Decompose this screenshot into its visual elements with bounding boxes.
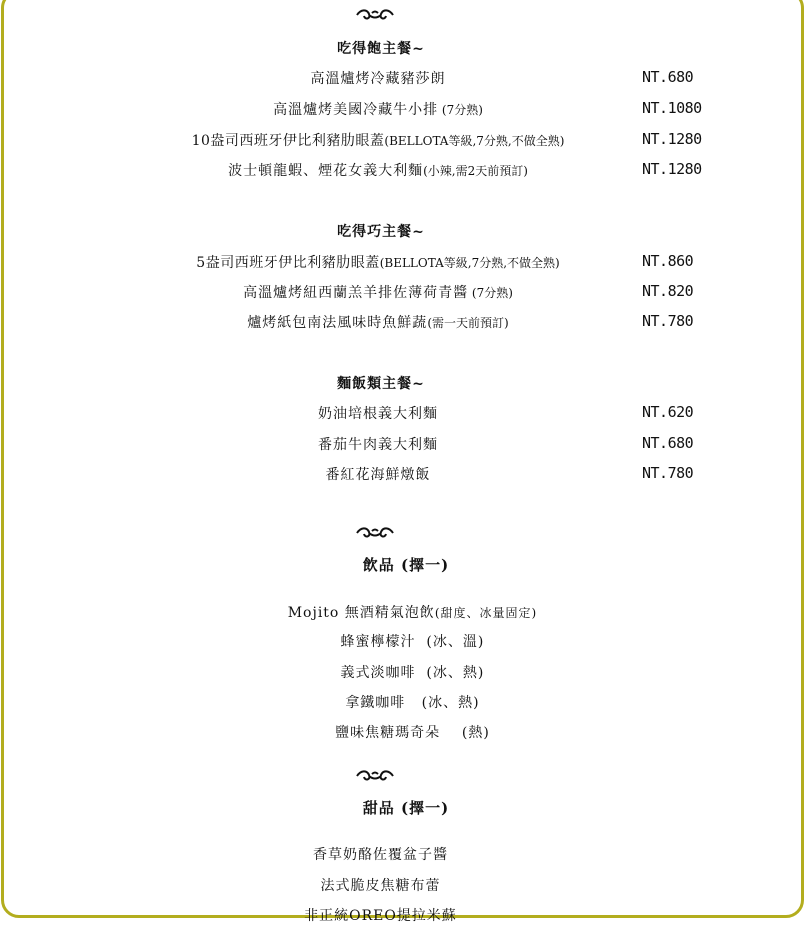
item-note: (需一天前預訂): [427, 316, 509, 330]
item-price: NT.820: [642, 282, 694, 300]
section-heading-drinks: 飲品 (擇一): [362, 556, 450, 574]
item-name: 10盎司西班牙伊比利豬肋眼蓋: [191, 133, 385, 149]
item-name: 爐烤紙包南法風味時魚鮮蔬: [247, 315, 428, 331]
item-note: (BELLOTA等級,7分熟,不做全熟): [384, 134, 565, 148]
section-heading-main-light: 吃得巧主餐~: [337, 224, 425, 240]
swirl-ornament-icon: [355, 769, 395, 783]
item-note: (7分熟): [438, 103, 483, 117]
item-name: 5盎司西班牙伊比利豬肋眼蓋: [196, 255, 380, 271]
item-price: NT.780: [642, 312, 694, 330]
section-heading-main-full: 吃得飽主餐~: [337, 41, 425, 57]
item-name: 義式淡咖啡 (冰、熱): [340, 665, 485, 681]
item-price: NT.1080: [642, 99, 702, 117]
item-name: Mojito 無酒精氣泡飲: [287, 605, 435, 621]
item-note: (小辣,需2天前預訂): [423, 164, 528, 178]
item-note: (7分熟): [468, 286, 513, 300]
section-heading-desserts: 甜品 (擇一): [362, 799, 450, 817]
drink-item: [0, 706, 811, 742]
item-price: NT.620: [642, 403, 694, 421]
item-name: 拿鐵咖啡 (冰、熱): [345, 695, 480, 711]
item-name: 蜂蜜檸檬汁 (冰、溫): [340, 634, 485, 650]
item-name: 番茄牛肉義大利麵: [318, 437, 438, 453]
item-name: 鹽味焦糖瑪奇朵 (熱): [335, 725, 490, 741]
item-price: NT.780: [642, 464, 694, 482]
item-note: (甜度、冰量固定): [434, 606, 538, 620]
item-price: NT.1280: [642, 130, 702, 148]
item-name: 波士頓龍蝦、煙花女義大利麵: [228, 163, 424, 179]
item-price: NT.680: [642, 68, 694, 86]
item-price: NT.680: [642, 434, 694, 452]
item-name: 非正統OREO提拉米蘇: [304, 908, 457, 924]
item-price: NT.1280: [642, 160, 702, 178]
section-heading-noodle-rice: 麵飯類主餐~: [337, 376, 425, 392]
item-name: 高溫爐烤冷藏豬莎朗: [310, 71, 446, 87]
item-name: 法式脆皮焦糖布蕾: [320, 878, 441, 894]
dessert-item: [0, 889, 750, 925]
item-name: 高溫爐烤紐西蘭羔羊排佐薄荷青醬: [243, 285, 469, 301]
item-note: (BELLOTA等級,7分熟,不做全熟): [379, 256, 560, 270]
swirl-ornament-icon: [355, 526, 395, 540]
swirl-ornament-icon: [355, 8, 395, 22]
item-name: 高溫爐烤美國冷藏牛小排: [273, 102, 439, 118]
item-name: 香草奶酪佐覆盆子醬: [312, 847, 448, 863]
item-name: 番紅花海鮮燉飯: [325, 467, 431, 483]
item-name: 奶油培根義大利麵: [318, 406, 438, 422]
item-price: NT.860: [642, 252, 694, 270]
